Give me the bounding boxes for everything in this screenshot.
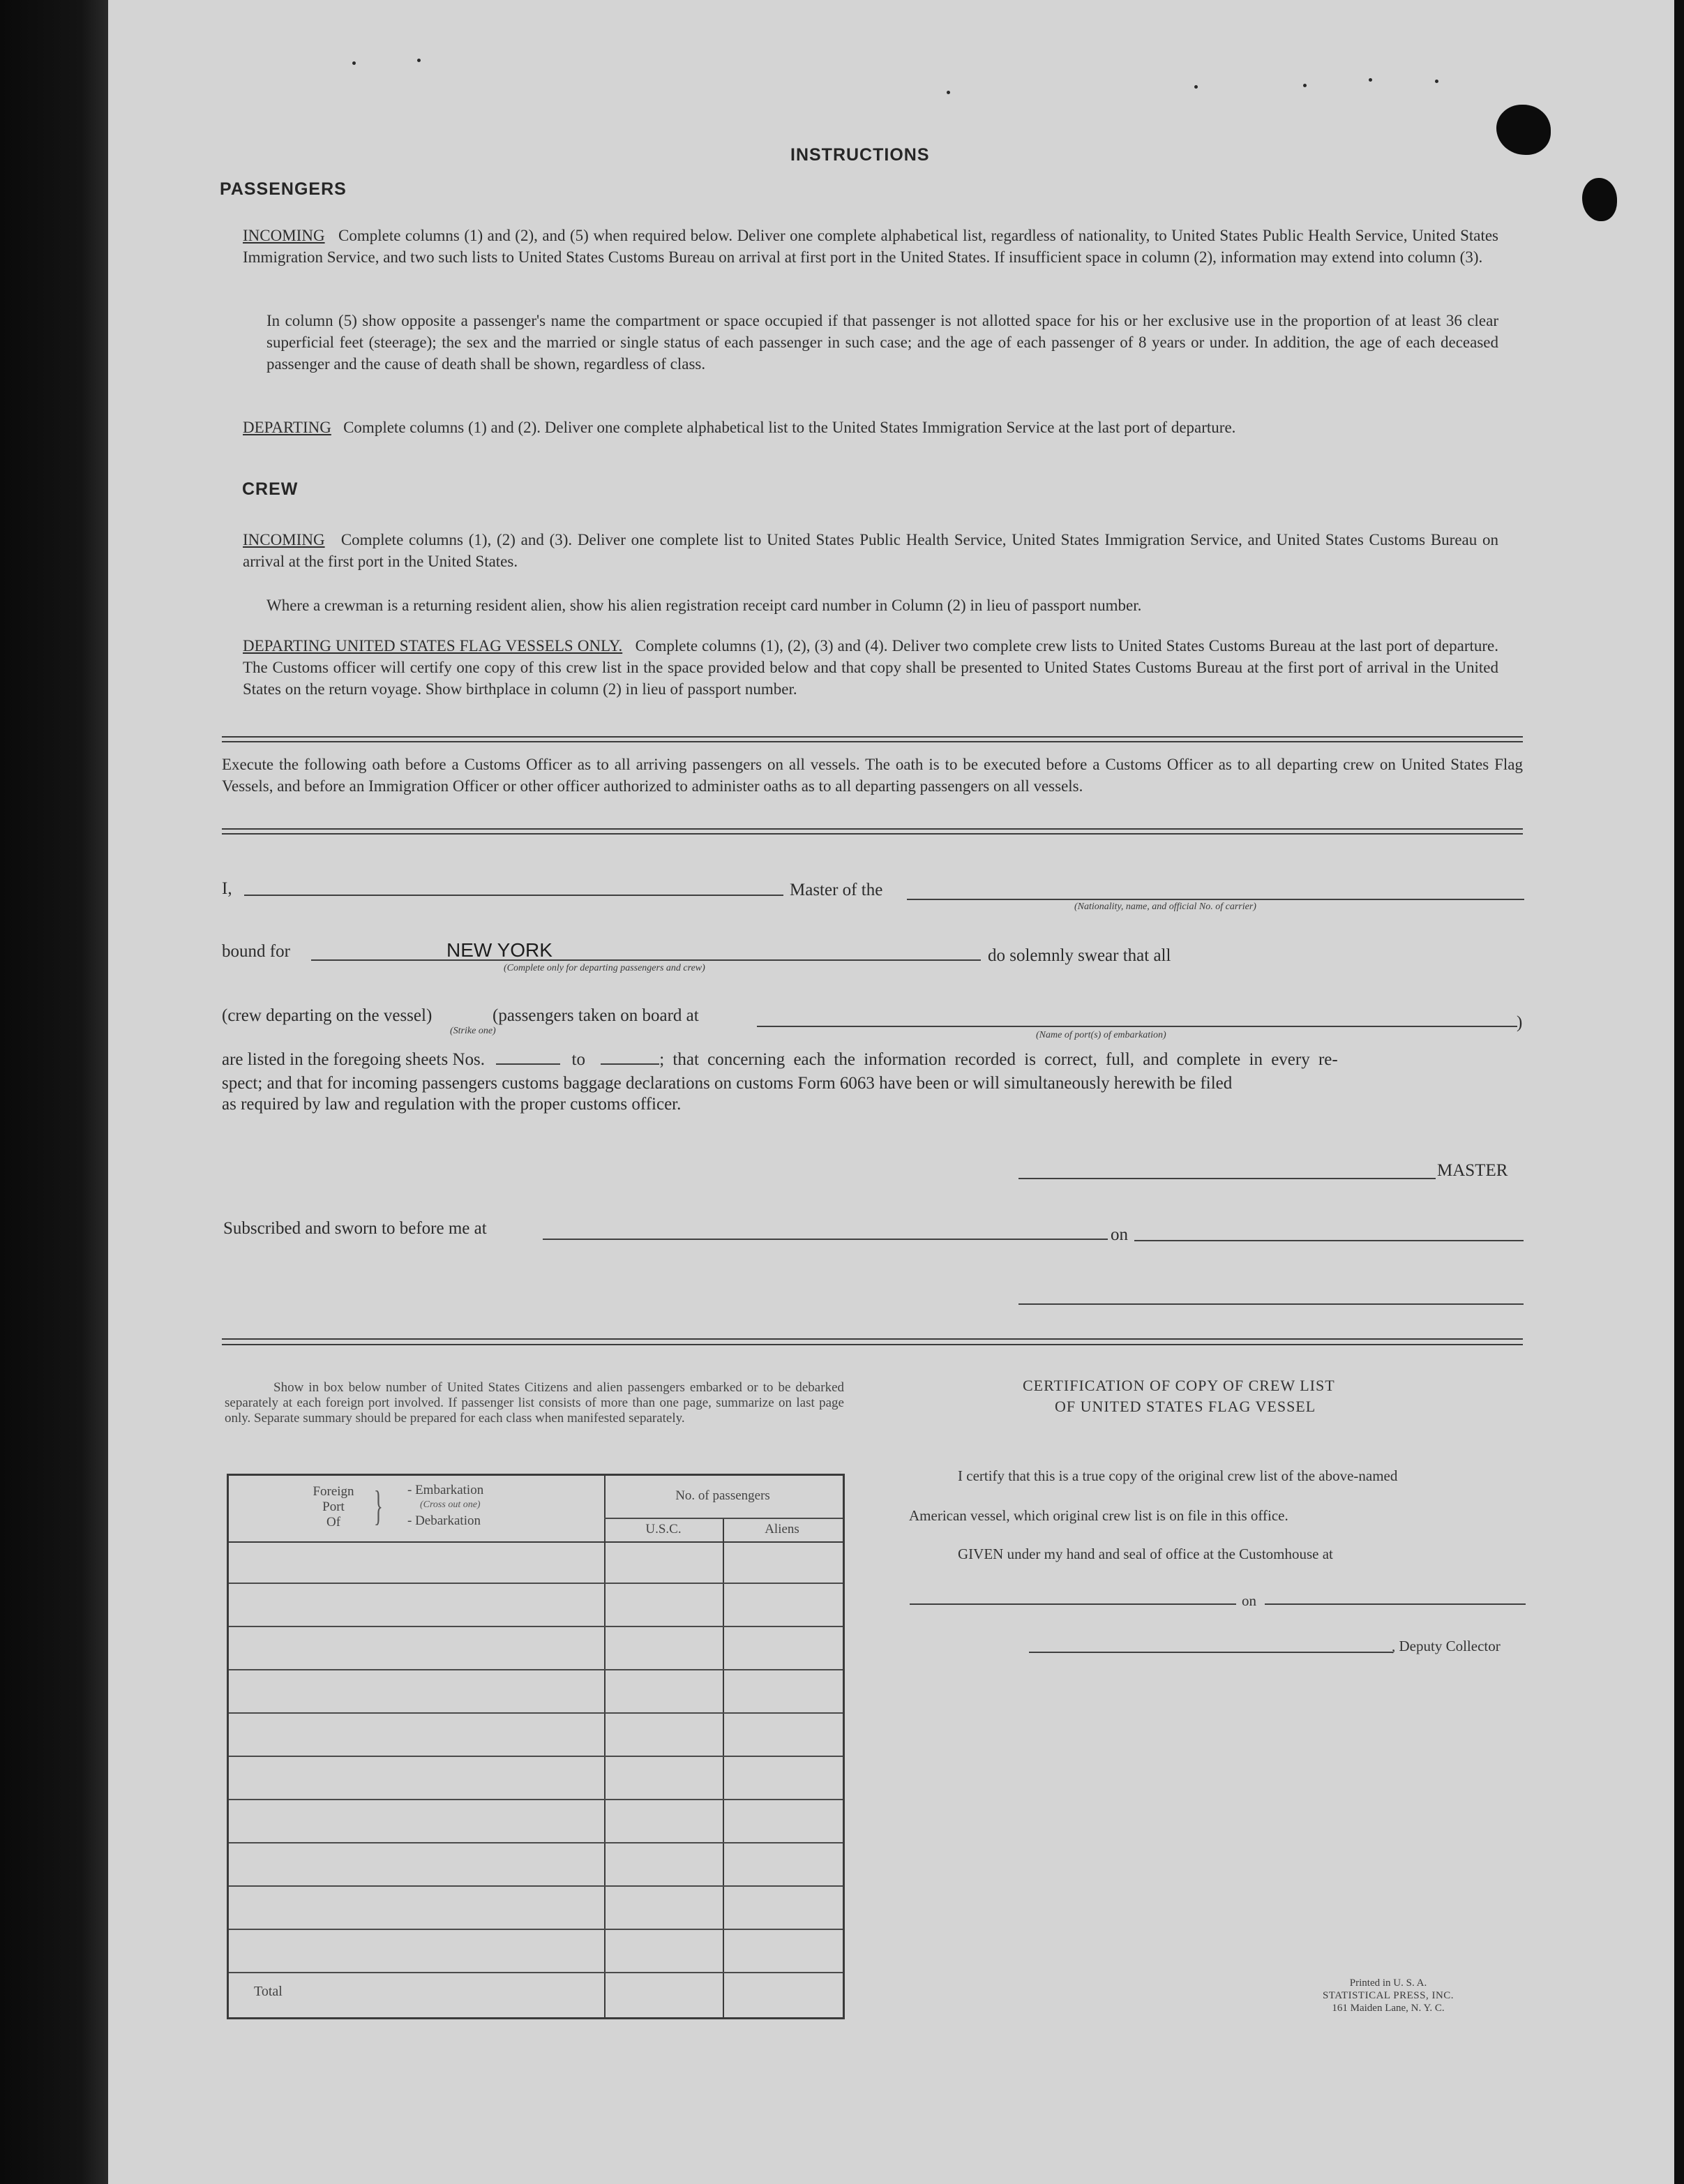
certification-on-label: on — [1242, 1592, 1256, 1609]
passengers-column5-paragraph: In column (5) show opposite a passenger's name the compartment or space occupied if that passenger is not allotted space for his or her exclusive use in the proportion of at least 36 clear superficial feet (steerage); the sex and the married or single status of each passenger in such case; and the age of each passenger of 8 years or under. In addition, the age of each deceased passenger and the cause of death shall be shown, regardless of class. — [266, 312, 1498, 373]
scan-border-left — [0, 0, 108, 2184]
listed-line-1-c: ; that concerning each the information recorded is correct, full, and complete in every re- — [659, 1050, 1338, 1069]
brace-icon: } — [373, 1483, 383, 1529]
master-label: MASTER — [1437, 1161, 1508, 1180]
total-label: Total — [254, 1984, 283, 1999]
divider-rule — [222, 833, 1523, 835]
summary-note: Show in box below number of United States Citizens and alien passengers embarked or to be debarked separately at each foreign port involved. If passenger list consists of more than one page, summarize on last page only. Separate summary should be prepared for each class when manifested separately. — [225, 1380, 844, 1426]
punch-hole-middle — [1582, 178, 1617, 221]
passengers-departing-text: Complete columns (1) and (2). Deliver one complete alphabetical list to the United States Immigration Service at the last port of departure. — [343, 419, 1236, 436]
usc-header: U.S.C. — [645, 1522, 682, 1536]
listed-line-1-b: to — [571, 1050, 585, 1069]
crew-departing-option: (crew departing on the vessel) — [222, 1006, 433, 1025]
certification-date-field[interactable] — [1265, 1603, 1526, 1605]
divider-rule — [222, 741, 1523, 742]
crew-resident-paragraph: Where a crewman is a returning resident alien, show his alien registration receipt card number in Column (2) in lieu of passport number. — [266, 597, 1142, 614]
carrier-caption: (Nationality, name, and official No. of carrier) — [1074, 902, 1256, 912]
divider-rule — [222, 736, 1523, 738]
passengers-incoming-label: INCOMING — [243, 227, 325, 244]
passenger-summary-box — [227, 1474, 845, 2019]
ports-caption: (Name of port(s) of embarkation) — [1036, 1030, 1166, 1040]
swear-label: do solemnly swear that all — [988, 946, 1171, 965]
listed-line-1 — [222, 1050, 1338, 1070]
certify-text: I certify that this is a true copy of the original crew list of the above-named — [958, 1467, 1398, 1484]
port-label: Port — [322, 1499, 345, 1514]
given-text: GIVEN under my hand and seal of office at the Customhouse at — [958, 1546, 1333, 1562]
passengers-departing-paragraph — [243, 417, 1498, 438]
american-text: American vessel, which original crew list is on file in this office. — [909, 1507, 1288, 1524]
crew-incoming-paragraph — [243, 529, 1498, 572]
page-title: INSTRUCTIONS — [790, 145, 930, 165]
bound-for-value: NEW YORK — [446, 939, 552, 961]
of-label: Of — [326, 1515, 341, 1529]
sworn-date-field[interactable] — [1134, 1240, 1524, 1241]
passengers-heading: PASSENGERS — [220, 179, 347, 199]
oath-intro: Execute the following oath before a Customs Officer as to all arriving passengers on all vessels. The oath is to be executed before a Customs Officer as to all departing crew on United States Flag Vessels, and before an Immigration Officer or other officer authorized to administer oaths as to all departing passengers on all vessels. — [222, 756, 1523, 795]
passengers-departing-label: DEPARTING — [243, 419, 331, 436]
sheet-from-field[interactable] — [496, 1063, 560, 1065]
certification-title-1: CERTIFICATION OF COPY OF CREW LIST — [1023, 1377, 1335, 1394]
aliens-header: Aliens — [765, 1522, 799, 1536]
sheet-to-field[interactable] — [601, 1063, 659, 1065]
cross-out-caption: (Cross out one) — [420, 1499, 481, 1510]
close-paren: ) — [1517, 1013, 1523, 1032]
passengers-incoming-text: Complete columns (1) and (2), and (5) when required below. Deliver one complete alphabetical list, regardless of nationality, to United States Public Health Service, United States Immigration Service, and two such lists to United States Customs Bureau on arrival at first port in the United States. If insufficient space in column (2), information may extend into column (3). — [243, 227, 1499, 266]
printer-imprint — [1311, 1977, 1465, 2014]
foreign-port-label — [306, 1484, 361, 1530]
crew-departing-label: DEPARTING UNITED STATES FLAG VESSELS ONLY. — [243, 637, 623, 655]
bound-for-field[interactable] — [311, 959, 981, 961]
strike-caption: (Strike one) — [450, 1026, 496, 1036]
sworn-place-field[interactable] — [543, 1239, 1108, 1240]
listed-line-1-a: are listed in the foregoing sheets Nos. — [222, 1050, 485, 1069]
crew-departing-text: Complete columns (1), (2), (3) and (4). Deliver two complete crew lists to United States Customs Bureau at the last port of departure. The Customs officer will certify one copy of this crew list in the space provided below and that copy shall be presented to United States Customs Bureau at the first port of arrival in the United States on the return voyage. Show birthplace in column (2) in lieu of passport number. — [243, 637, 1499, 698]
sworn-on-label: on — [1111, 1225, 1128, 1244]
bound-for-label: bound for — [222, 942, 290, 961]
debarkation-label: - Debarkation — [407, 1513, 481, 1528]
printer-line-1: Printed in U. S. A. — [1349, 1977, 1427, 1989]
master-of-label: Master of the — [790, 881, 883, 899]
master-name-field[interactable] — [244, 895, 783, 896]
officer-signature-field[interactable] — [1018, 1303, 1524, 1305]
printer-line-3: 161 Maiden Lane, N. Y. C. — [1332, 2003, 1445, 2014]
printer-line-2: STATISTICAL PRESS, INC. — [1322, 1990, 1454, 2001]
passengers-incoming-paragraph — [243, 225, 1498, 268]
customhouse-field[interactable] — [910, 1603, 1236, 1605]
divider-rule — [222, 1344, 1523, 1345]
divider-rule — [222, 828, 1523, 830]
certification-title-2: OF UNITED STATES FLAG VESSEL — [1055, 1398, 1316, 1415]
crew-departing-paragraph — [243, 635, 1498, 700]
deputy-collector-field[interactable] — [1029, 1652, 1393, 1653]
master-signature-field[interactable] — [1018, 1178, 1436, 1179]
divider-rule — [222, 1338, 1523, 1340]
listed-line-2: spect; and that for incoming passengers customs baggage declarations on customs Form 6063 have been or will simultaneously herewith be filed — [222, 1074, 1233, 1093]
passengers-taken-option: (passengers taken on board at — [493, 1006, 699, 1025]
foreign-label: Foreign — [313, 1484, 354, 1499]
crew-heading: CREW — [242, 479, 299, 499]
crew-incoming-label: INCOMING — [243, 531, 325, 548]
crew-incoming-text: Complete columns (1), (2) and (3). Deliver one complete list to United States Public Health Service, United States Immigration Service, and United States Customs Bureau on arrival at the first port in the United States. — [243, 531, 1499, 570]
subscribed-label: Subscribed and sworn to before me at — [223, 1219, 487, 1238]
oath-i-label: I, — [222, 879, 232, 898]
no-passengers-header: No. of passengers — [675, 1488, 770, 1503]
bound-for-caption: (Complete only for departing passengers and crew) — [504, 963, 705, 973]
listed-line-3: as required by law and regulation with the proper customs officer. — [222, 1095, 682, 1114]
carrier-field[interactable] — [907, 899, 1524, 900]
embarkation-ports-field[interactable] — [757, 1026, 1517, 1027]
embarkation-label: - Embarkation — [407, 1483, 484, 1497]
deputy-collector-label: , Deputy Collector — [1392, 1638, 1501, 1654]
